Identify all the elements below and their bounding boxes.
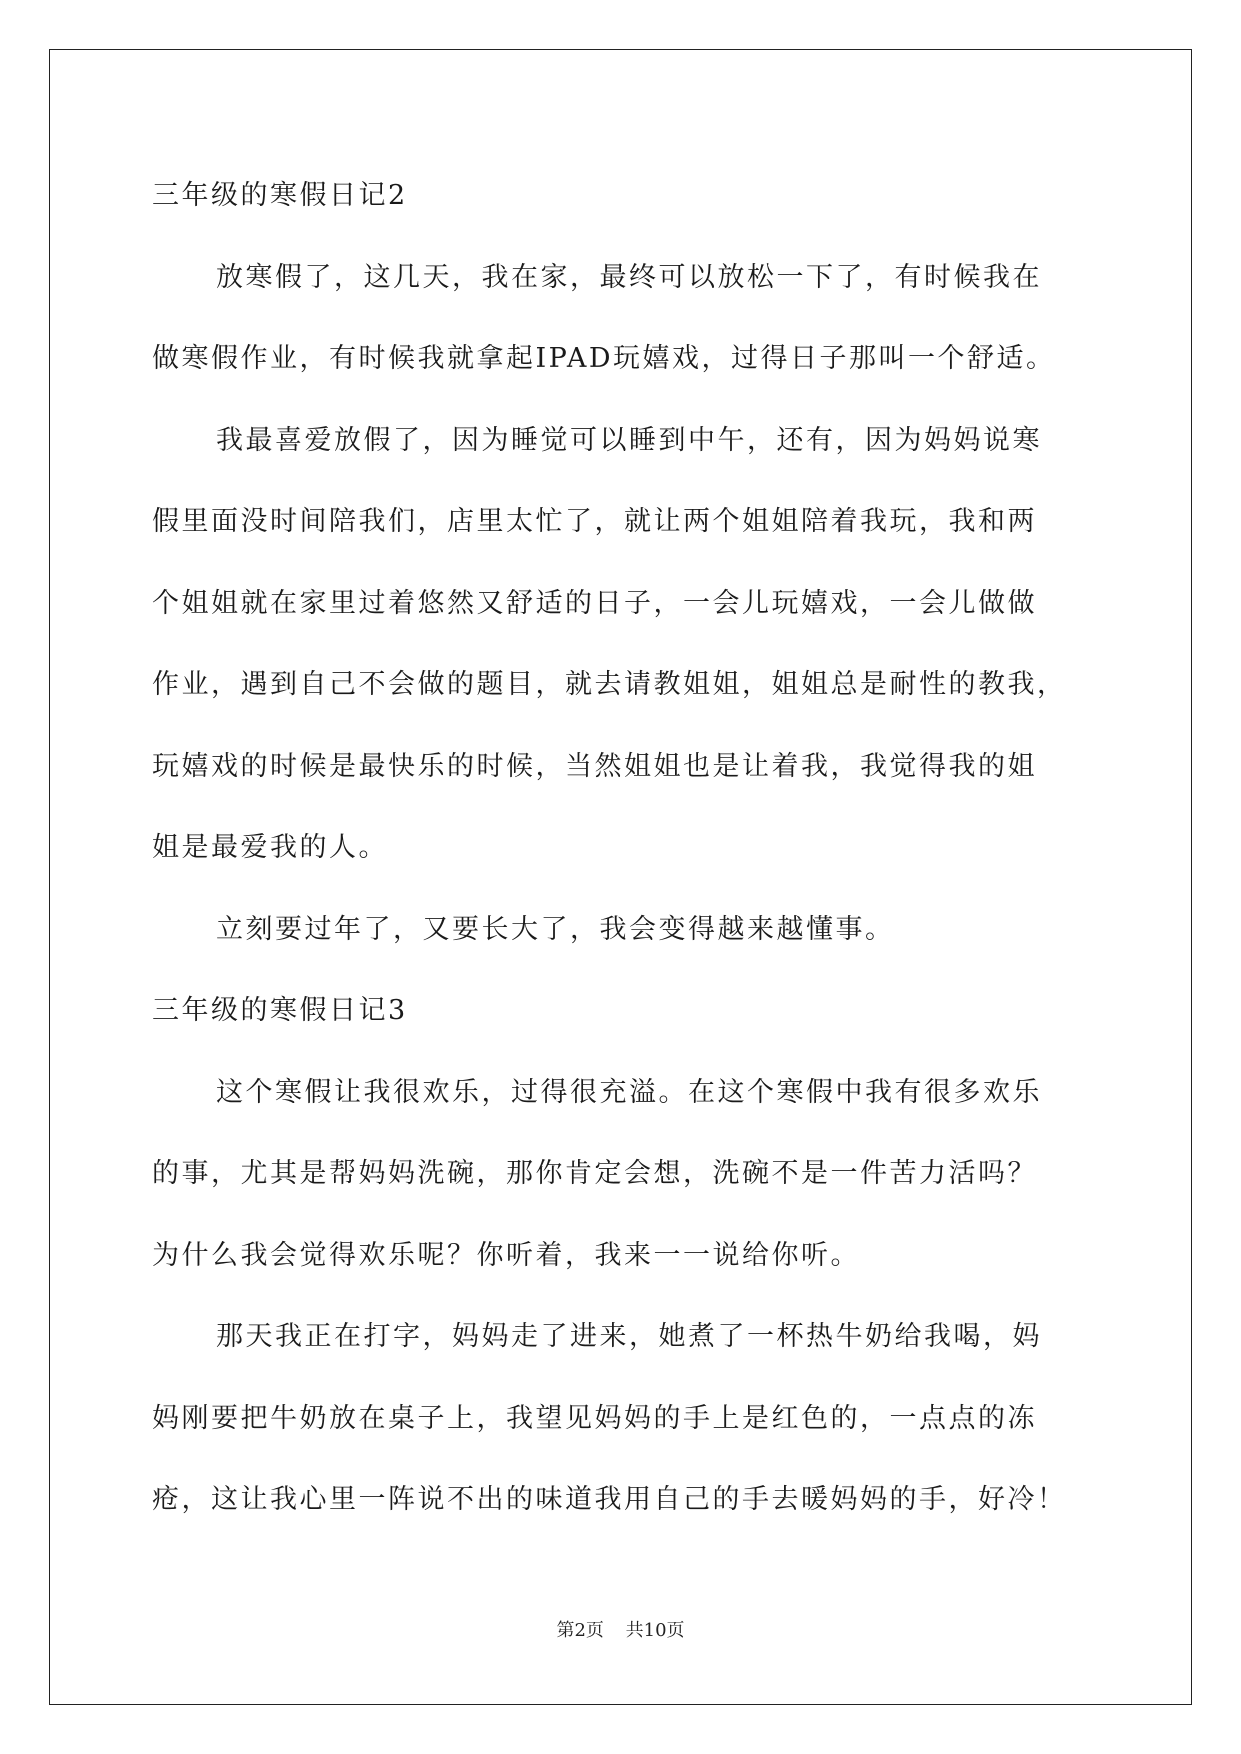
paragraph [152,1052,1092,1297]
paragraph [152,889,1092,971]
paragraph-line: 做寒假作业，有时候我就拿起IPAD玩嬉戏，过得日子那叫一个舒适。 [152,343,1056,374]
paragraph-line: 妈刚要把牛奶放在桌子上，我望见妈妈的手上是红色的，一点点的冻 [152,1402,1037,1434]
paragraph [152,1296,1092,1541]
paragraph-line: 为什么我会觉得欢乐呢？你听着，我来一一说给你听。 [152,1239,860,1271]
paragraph-line: 个姐姐就在家里过着悠然又舒适的日子，一会儿玩嬉戏，一会儿做做 [152,587,1037,619]
page-total: 共10页 [625,1620,685,1641]
paragraph [152,400,1092,889]
page-number: 第2页 [556,1620,604,1641]
paragraph [152,237,1092,400]
paragraph-line: 假里面没时间陪我们，店里太忙了，就让两个姐姐陪着我玩，我和两 [152,506,1037,537]
paragraph-line: 我最喜爱放假了，因为睡觉可以睡到中午，还有，因为妈妈说寒 [216,424,1042,456]
paragraph-line: 作业，遇到自己不会做的题目，就去请教姐姐，姐姐总是耐性的教我， [152,669,1067,700]
paragraph-line: 的事，尤其是帮妈妈洗碗，那你肯定会想，洗碗不是一件苦力活吗？ [152,1158,1037,1189]
paragraph-line: 放寒假了，这几天，我在家，最终可以放松一下了，有时候我在 [216,261,1042,293]
paragraph-line: 疮，这让我心里一阵说不出的味道我用自己的手去暖妈妈的手，好冷！ [152,1484,1067,1515]
paragraph-line: 姐是最爱我的人。 [152,832,388,863]
paragraph-line: 立刻要过年了，又要长大了，我会变得越来越懂事。 [216,913,895,945]
page-footer [0,1616,1241,1642]
section-title: 三年级的寒假日记2 [152,180,408,211]
paragraph-line: 这个寒假让我很欢乐，过得很充溢。在这个寒假中我有很多欢乐 [216,1076,1042,1108]
section-title: 三年级的寒假日记3 [152,995,408,1026]
document-body [152,155,1092,1541]
paragraph-line: 那天我正在打字，妈妈走了进来，她煮了一杯热牛奶给我喝，妈 [216,1321,1042,1352]
paragraph-line: 玩嬉戏的时候是最快乐的时候，当然姐姐也是让着我，我觉得我的姐 [152,750,1037,782]
